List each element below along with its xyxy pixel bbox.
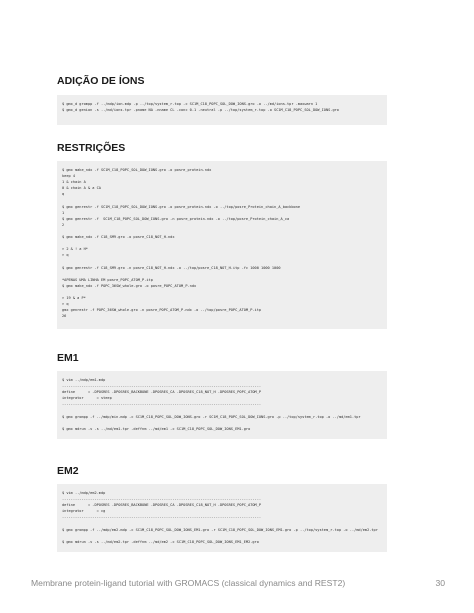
code-line: 1: [62, 210, 65, 215]
code-line: $ gmx_d genion -s ../md/ions.tpr -pname NA -nname CL -conc 0.1 -neutral -p ../top/system_r.top -o SC1M_C18_POPC_SOL_DOW_IONS.gro: [62, 108, 339, 113]
section-heading-ions: ADIÇÃO DE ÍONS: [57, 75, 145, 87]
code-line: $ gmx mdrun -v -s ../md/em2.tpr -deffnm ../md/em2 -c SC1M_C18_POPC_SOL_DOW_IONS_EM1_EM2.gro: [62, 539, 259, 544]
code-line: $ gmx make_ndx -f C18_SM9.gro -o posre_C18_NOT_H.ndx: [62, 235, 175, 240]
code-line: 1 & chain A: [62, 180, 86, 185]
code-line: $ gmx_d grompp -f ../mdp/ion.mdp -p ../top/system_r.top -c SC1M_C18_POPC_SOL_DOW_IONS.gro -o ../md/ions.tpr -maxwarn 1: [62, 102, 318, 106]
code-line: 0 & chain A & a CA: [62, 186, 101, 191]
code-line: $ gmx make_ndx -f POPC_36SW_whole.gro -o posre_POPC_ATOM_P.ndx: [62, 283, 197, 288]
code-block-em2: [57, 484, 387, 552]
code-line: q: [62, 192, 65, 197]
code-line: $ gmx genrestr -f C18_SM9.gro -n posre_C18_NOT_H.ndx -o ../top/posre_C18_NOT_H.itp -fc 1000 1000 1000: [62, 265, 281, 270]
code-line: *APENAS UMA LINHA EM posre_POPC_ATOM_P.itp: [62, 277, 153, 282]
code-line: define = -DPOSRES -DPOSRES_BACKBONE -DPOSRES_CA -DPOSRES_C18_NOT_H -DPOSRES_POPC_ATOM_P: [62, 390, 262, 395]
code-line: --------------------------------------------------------------------------------------------: [62, 402, 262, 407]
code-line: integrator = steep: [62, 396, 112, 401]
code-line: > q: [62, 302, 69, 307]
code-line: $ gmx make_ndx -f SC1M_C18_POPC_SOL_DOW_IONS.gro -o posre_protein.ndx: [62, 168, 212, 172]
code-line: 2: [62, 222, 65, 227]
code-line: --------------------------------------------------------------------------------------------: [62, 515, 262, 520]
code-line: keep 4: [62, 174, 75, 179]
code-block-em1: [57, 371, 387, 439]
code-block-ions: [57, 95, 387, 125]
code-line: $ gmx grompp -f ../mdp/min.mdp -c SC1M_C18_POPC_SOL_DOW_IONS.gro -r SC1M_C18_POPC_SOL_DOW_IONS.gro -p ../top/system_r.top -o ../md/em1.tpr: [62, 414, 361, 419]
page-number: 30: [435, 578, 445, 588]
code-line: gmx genrestr -f POPC_36SW_whole.gro -n posre_POPC_ATOM_P.ndx -o ../top/posre_POPC_ATOM_P.itp: [62, 308, 262, 313]
code-line: 26: [62, 314, 67, 319]
code-line: > 2 & ! a H*: [62, 247, 88, 252]
code-block-restrictions: [57, 161, 387, 329]
code-line: $ gmx genrestr -f SC1M_C18_POPC_SOL_DOW_IONS.gro -n posre_protein.ndx -o ../top/posre_Protein_chain_A_ca: [62, 216, 290, 221]
code-line: integrator = cg: [62, 509, 106, 514]
code-line: > 19 & a P*: [62, 295, 86, 300]
code-line: --------------------------------------------------------------------------------------------: [62, 497, 262, 502]
code-line: $ gmx genrestr -f SC1M_C18_POPC_SOL_DOW_IONS.gro -o posre_protein.ndx -o ../top/posre_Protein_chain_A_backbone: [62, 204, 300, 209]
code-line: $ gmx grompp -f ../mdp/em2.mdp -c SC1M_C18_POPC_SOL_DOW_IONS_EM1.gro -r SC1M_C18_POPC_SOL_DOW_IONS_EM1.gro -p ../top/system_r.top -o ../md/em2.tpr: [62, 527, 378, 532]
code-line: $ vim ../mdp/em1.mdp: [62, 378, 106, 382]
code-line: $ vim ../mdp/em2.mdp: [62, 491, 106, 495]
footer-title: Membrane protein-ligand tutorial with GROMACS (classical dynamics and REST2): [31, 578, 346, 588]
code-line: > q: [62, 253, 69, 258]
code-line: define = -DPOSRES -DPOSRES_BACKBONE -DPOSRES_CA -DPOSRES_C18_NOT_H -DPOSRES_POPC_ATOM_P: [62, 503, 262, 508]
section-heading-em2: EM2: [57, 465, 79, 477]
section-heading-restrictions: RESTRIÇÕES: [57, 142, 126, 154]
code-line: --------------------------------------------------------------------------------------------: [62, 384, 262, 389]
section-heading-em1: EM1: [57, 352, 79, 364]
code-line: $ gmx mdrun -v -s ../md/em1.tpr -deffnm ../md/em1 -c SC1M_C18_POPC_SOL_DOW_IONS_EM1.gro: [62, 426, 251, 431]
